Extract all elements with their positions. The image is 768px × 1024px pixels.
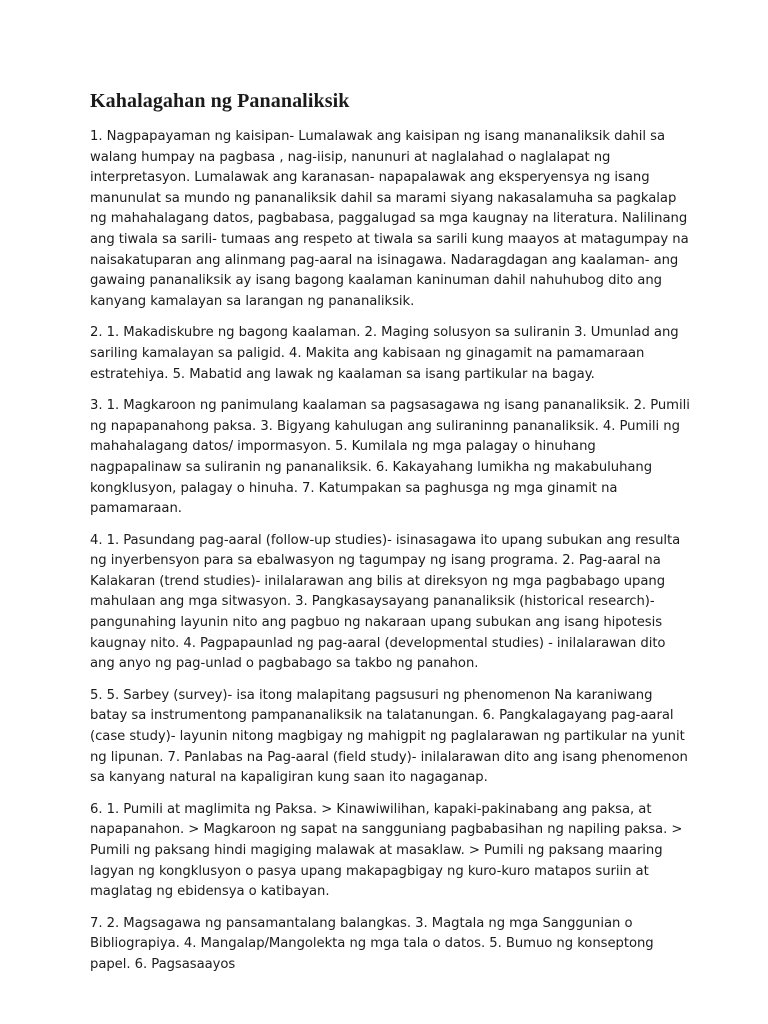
document-title: Kahalagahan ng Pananaliksik xyxy=(90,90,350,112)
paragraph-5: 5. 5. Sarbey (survey)- isa itong malapitang pagsusuri ng phenomenon Na karaniwang batay sa instrumentong pampananaliksik na talatanungan. 6. Pangkalagayang pag-aaral (case study)- layunin nitong magbigay ng mahigpit ng paglalarawan ng partikular na yunit ng lipunan. 7. Panlabas na Pag-aaral (field study)- inilalarawan dito ang isang phenomenon sa kanyang natural na kapaligiran kung saan ito nagaganap. xyxy=(90,687,688,786)
paragraph-1: 1. Nagpapayaman ng kaisipan- Lumalawak ang kaisipan ng isang mananaliksik dahil sa walang humpay na pagbasa , nag-iisip, nanunuri at naglalahad o naglalapat ng interpretasyon. Lumalawak ang karanasan- napapalawak ang eksperyensya ng isang manunulat sa mundo ng pananaliksik dahil sa marami siyang nakasalamuha sa pagkalap ng mahahalagang datos, pagbabasa, paggalugad sa mga kaugnay na literatura. Nalilinang ang tiwala sa sarili- tumaas ang respeto at tiwala sa sarili kung maayos at matagumpay na naisakatuparan ang alinmang pag-aaral na isinagawa. Nadaragdagan ang kaalaman- ang gawaing pananaliksik ay isang bagong kaalaman kaninuman dahil nahuhubog dito ang kanyang kamalayan sa larangan ng pananaliksik. xyxy=(90,129,689,309)
paragraph-4: 4. 1. Pasundang pag-aaral (follow-up studies)- isinasagawa ito upang subukan ang resulta ng inyerbensyon para sa ebalwasyon ng tagumpay ng isang programa. 2. Pag-aaral na Kalakaran (trend studies)- inilalarawan ang bilis at direksyon ng mga pagbabago upang mahulaan ang mga sitwasyon. 3. Pangkasaysayang pananaliksik (historical research)- pangunahing layunin nito ang pagbuo ng nakaraan upang subukan ang isang hipotesis kaugnay nito. 4. Pagpapaunlad ng pag-aaral (developmental studies) - inilalarawan dito ang anyo ng pag-unlad o pagbabago sa takbo ng panahon. xyxy=(90,532,681,672)
paragraph-6: 6. 1. Pumili at maglimita ng Paksa. > Kinawiwilihan, kapaki-pakinabang ang paksa, at napapanahon. > Magkaroon ng sapat na sangguniang pagbabasihan ng napiling paksa. > Pumili ng paksang hindi magiging malawak at masaklaw. > Pumili ng paksang maaring lagyan ng kongklusyon o pasya upang makapagbigay ng kuro-kuro matapos suriin at maglatag ng ebidensya o katibayan. xyxy=(90,801,683,900)
paragraph-3: 3. 1. Magkaroon ng panimulang kaalaman sa pagsasagawa ng isang pananaliksik. 2. Pumili ng napapanahong paksa. 3. Bigyang kahulugan ang suliraninng pananaliksik. 4. Pumili ng mahahalagang datos/ impormasyon. 5. Kumilala ng mga palagay o hinuhang nagpapalinaw sa suliranin ng pananaliksik. 6. Kakayahang lumikha ng makabuluhang kongklusyon, palagay o hinuha. 7. Katumpakan sa paghusga ng mga ginamit na pamamaraan. xyxy=(90,398,690,517)
paragraph-2: 2. 1. Makadiskubre ng bagong kaalaman. 2. Maging solusyon sa suliranin 3. Umunlad ang sariling kamalayan sa paligid. 4. Makita ang kabisaan ng ginagamit na pamamaraan estratehiya. 5. Mabatid ang lawak ng kaalaman sa isang partikular na bagay. xyxy=(90,325,679,382)
paragraph-7: 7. 2. Magsagawa ng pansamantalang balangkas. 3. Magtala ng mga Sanggunian o Bibliograpiya. 4. Mangalap/Mangolekta ng mga tala o datos. 5. Bumuo ng konseptong papel. 6. Pagsasaayos xyxy=(90,915,654,972)
